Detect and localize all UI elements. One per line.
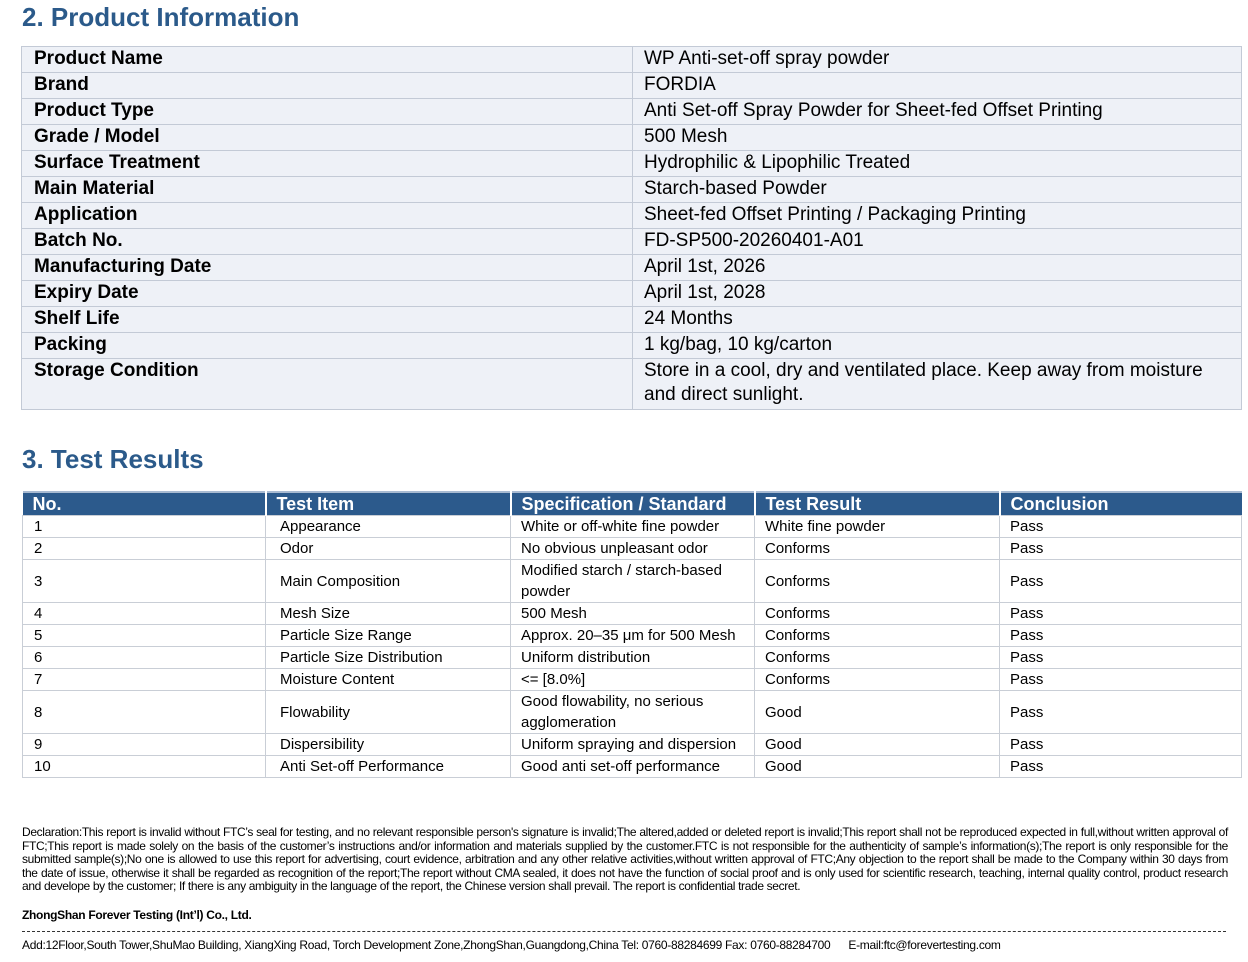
product-info-title: 2. Product Information [22, 2, 300, 32]
test-conclusion: Pass [1000, 516, 1242, 538]
product-info-label: Application [22, 203, 633, 229]
product-info-row [22, 73, 1242, 99]
test-result: Conforms [755, 647, 1000, 669]
product-info-label: Product Name [22, 47, 633, 73]
test-specification: White or off-white fine powder [511, 516, 755, 538]
product-info-table [21, 46, 1242, 410]
test-result: Conforms [755, 603, 1000, 625]
product-info-value: April 1st, 2028 [633, 281, 1242, 307]
test-item: Odor [266, 538, 511, 560]
header-test-item: Test Item [266, 492, 511, 516]
test-no: 5 [23, 625, 266, 647]
product-info-value: April 1st, 2026 [633, 255, 1242, 281]
test-no: 4 [23, 603, 266, 625]
test-result: Conforms [755, 538, 1000, 560]
product-info-label: Manufacturing Date [22, 255, 633, 281]
product-info-value: Starch-based Powder [633, 177, 1242, 203]
test-conclusion: Pass [1000, 669, 1242, 691]
test-item: Particle Size Distribution [266, 647, 511, 669]
header-test-result: Test Result [755, 492, 1000, 516]
test-specification: <= [8.0%] [511, 669, 755, 691]
product-info-value: FORDIA [633, 73, 1242, 99]
footer-contact [22, 938, 1001, 952]
product-info-value: Anti Set-off Spray Powder for Sheet-fed Offset Printing [633, 99, 1242, 125]
product-info-row [22, 99, 1242, 125]
test-item: Main Composition [266, 560, 511, 603]
product-info-row [22, 229, 1242, 255]
test-no: 10 [23, 756, 266, 778]
test-no: 7 [23, 669, 266, 691]
test-no: 9 [23, 734, 266, 756]
test-item: Dispersibility [266, 734, 511, 756]
product-info-row [22, 333, 1242, 359]
product-info-label: Batch No. [22, 229, 633, 255]
test-no: 8 [23, 691, 266, 734]
test-specification: Good anti set-off performance [511, 756, 755, 778]
test-results-title: 3. Test Results [22, 444, 204, 474]
product-info-row [22, 151, 1242, 177]
product-info-row [22, 203, 1242, 229]
test-specification: 500 Mesh [511, 603, 755, 625]
product-info-label: Shelf Life [22, 307, 633, 333]
footer-address: Add:12Floor,South Tower,ShuMao Building, XiangXing Road, Torch Development Zone,ZhongShan,Guangdong,China Tel: 0760-88284699 Fax: 0760-88284700 [22, 938, 831, 952]
test-specification: No obvious unpleasant odor [511, 538, 755, 560]
product-info-row [22, 177, 1242, 203]
test-specification: Approx. 20–35 μm for 500 Mesh [511, 625, 755, 647]
test-conclusion: Pass [1000, 756, 1242, 778]
test-specification: Good flowability, no serious agglomeration [511, 691, 755, 734]
test-conclusion: Pass [1000, 625, 1242, 647]
test-result: Good [755, 734, 1000, 756]
product-info-label: Expiry Date [22, 281, 633, 307]
product-info-label: Brand [22, 73, 633, 99]
test-conclusion: Pass [1000, 560, 1242, 603]
test-item: Anti Set-off Performance [266, 756, 511, 778]
product-info-label: Packing [22, 333, 633, 359]
test-result: Conforms [755, 625, 1000, 647]
product-info-label: Grade / Model [22, 125, 633, 151]
test-result-row [23, 734, 1242, 756]
test-no: 6 [23, 647, 266, 669]
test-results-header-row [23, 492, 1242, 516]
product-info-value: WP Anti-set-off spray powder [633, 47, 1242, 73]
product-info-label: Product Type [22, 99, 633, 125]
test-results-table [22, 491, 1242, 778]
test-specification: Uniform distribution [511, 647, 755, 669]
product-info-value: FD-SP500-20260401-A01 [633, 229, 1242, 255]
test-conclusion: Pass [1000, 647, 1242, 669]
test-no: 3 [23, 560, 266, 603]
test-item: Mesh Size [266, 603, 511, 625]
test-no: 2 [23, 538, 266, 560]
test-result-row [23, 603, 1242, 625]
product-info-value: Store in a cool, dry and ventilated place. Keep away from moisture and direct sunlight. [633, 359, 1242, 410]
test-result-row [23, 647, 1242, 669]
test-result-row [23, 560, 1242, 603]
test-result: Good [755, 691, 1000, 734]
declaration-text: Declaration:This report is invalid without FTC’s seal for testing, and no relevant responsible person's signature is invalid;The altered,added or deleted report is invalid;This report shall not be reproduced expected in full,without written approval of FTC;This report is made solely on the basis of the customer’s instructions and/or information and materials supplied by the customer.FTC is not responsible for the authenticity of sample’s information(s);The report is only responsible for the submitted sample(s);No one is allowed to use this report for advertising, court evidence, arbitration and any other relative activities,without written approval of FTC;Any objection to the report shall be made to the Company within 30 days from the date of issue, otherwise it shall be regarded as recognition of the report;The report without CMA sealed, it does not have the function of social proof and is only used for scientific research, teaching, internal quality control, product research and develope by the customer; If there is any ambiguity in the language of the report, the Chinese version shall prevail. The report is confidential trade secret. [22, 825, 1228, 894]
test-specification: Modified starch / starch-based powder [511, 560, 755, 603]
test-result-row [23, 625, 1242, 647]
test-item: Particle Size Range [266, 625, 511, 647]
test-conclusion: Pass [1000, 691, 1242, 734]
test-conclusion: Pass [1000, 603, 1242, 625]
test-result-row [23, 669, 1242, 691]
test-conclusion: Pass [1000, 734, 1242, 756]
product-info-row [22, 255, 1242, 281]
product-info-label: Main Material [22, 177, 633, 203]
product-info-row [22, 47, 1242, 73]
test-item: Moisture Content [266, 669, 511, 691]
footer-email: E-mail:ftc@forevertesting.com [848, 938, 1001, 952]
product-info-row [22, 307, 1242, 333]
header-no: No. [23, 492, 266, 516]
test-result: Conforms [755, 560, 1000, 603]
company-name: ZhongShan Forever Testing (Int’l) Co., Ltd. [22, 908, 252, 922]
footer-divider [22, 931, 1226, 932]
test-conclusion: Pass [1000, 538, 1242, 560]
test-no: 1 [23, 516, 266, 538]
test-result: Good [755, 756, 1000, 778]
product-info-label: Storage Condition [22, 359, 633, 410]
product-info-value: 24 Months [633, 307, 1242, 333]
test-result: White fine powder [755, 516, 1000, 538]
test-specification: Uniform spraying and dispersion [511, 734, 755, 756]
test-result-row [23, 538, 1242, 560]
header-specification: Specification / Standard [511, 492, 755, 516]
product-info-label: Surface Treatment [22, 151, 633, 177]
test-result-row [23, 756, 1242, 778]
product-info-row [22, 125, 1242, 151]
product-info-row [22, 281, 1242, 307]
test-item: Flowability [266, 691, 511, 734]
product-info-value: Hydrophilic & Lipophilic Treated [633, 151, 1242, 177]
test-result: Conforms [755, 669, 1000, 691]
test-result-row [23, 691, 1242, 734]
test-result-row [23, 516, 1242, 538]
test-item: Appearance [266, 516, 511, 538]
product-info-value: 1 kg/bag, 10 kg/carton [633, 333, 1242, 359]
product-info-value: Sheet-fed Offset Printing / Packaging Printing [633, 203, 1242, 229]
header-conclusion: Conclusion [1000, 492, 1242, 516]
product-info-row [22, 359, 1242, 410]
product-info-value: 500 Mesh [633, 125, 1242, 151]
